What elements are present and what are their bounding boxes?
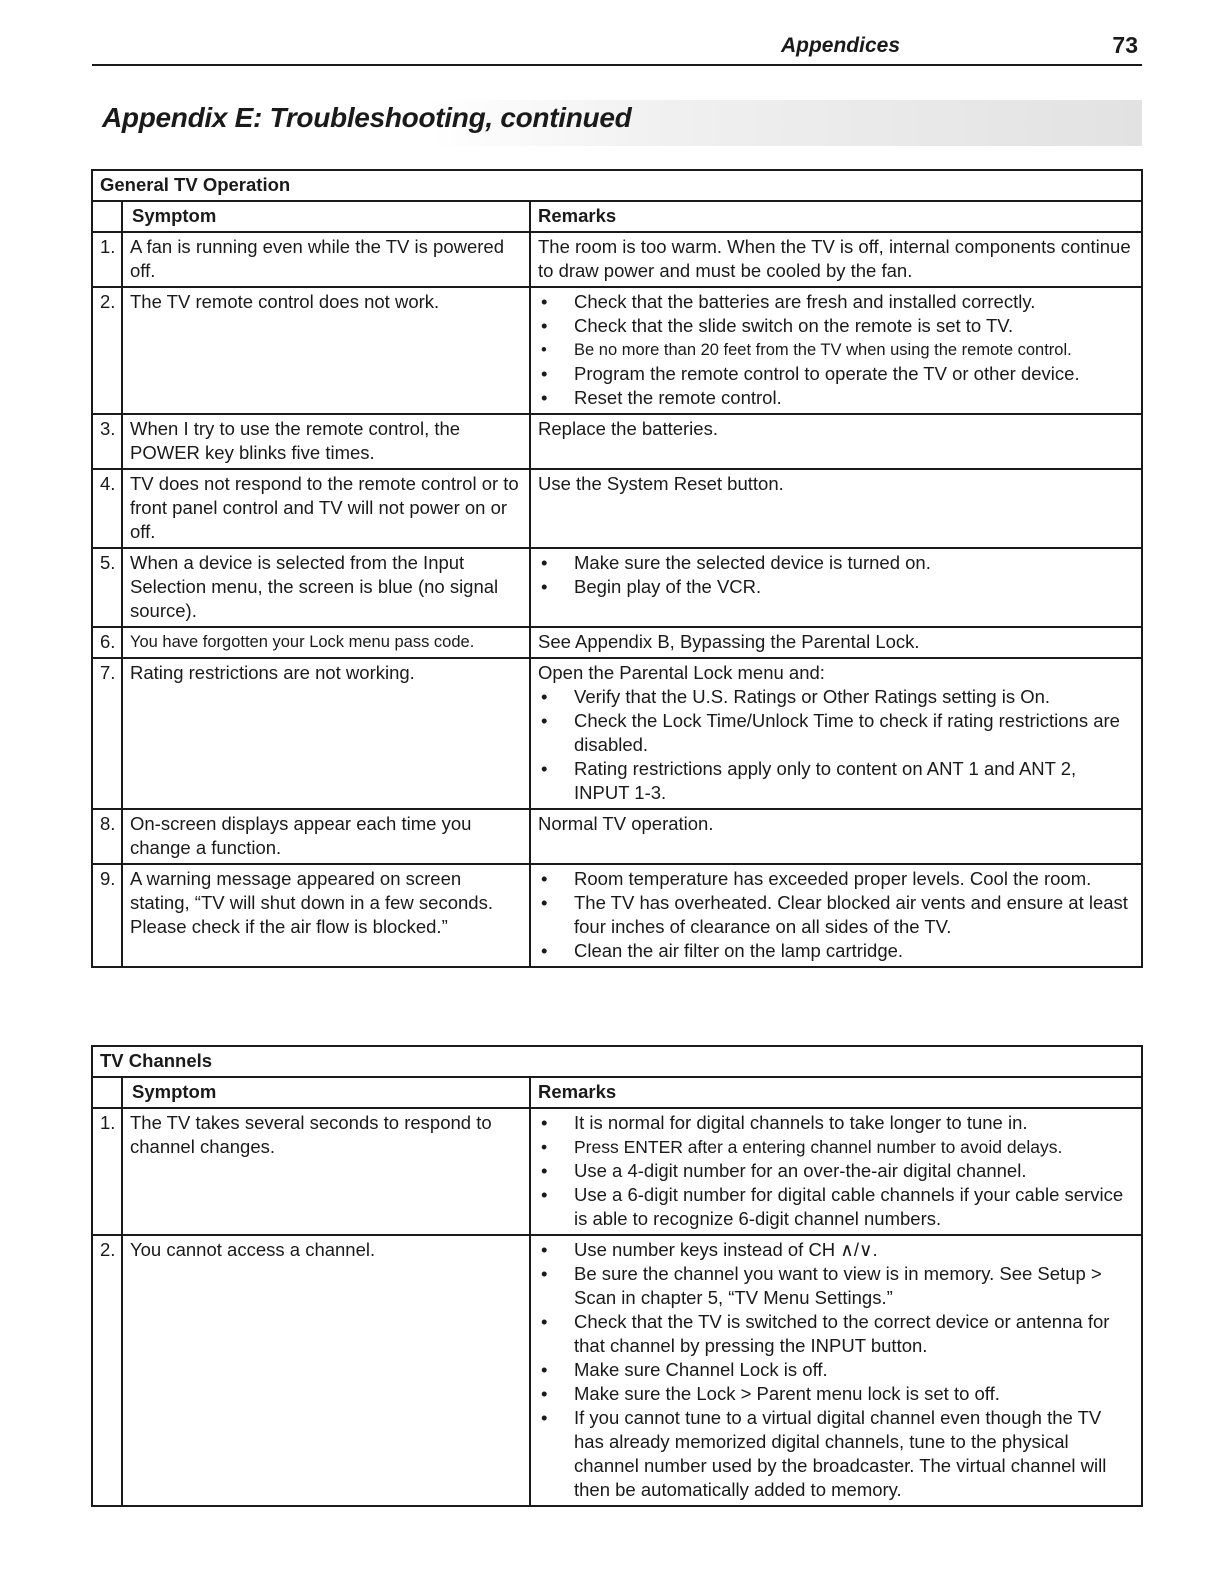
row-number: 2.	[92, 1235, 122, 1506]
table-row	[92, 232, 1142, 287]
remarks-column-header: Remarks	[530, 201, 1142, 232]
symptom-cell: The TV takes several seconds to respond to channel changes.	[122, 1108, 530, 1235]
row-number: 7.	[92, 658, 122, 809]
remark-cell: Use the System Reset button.	[530, 469, 1142, 548]
remark-cell	[530, 548, 1142, 627]
symptom-cell: When I try to use the remote control, the POWER key blinks five times.	[122, 414, 530, 469]
list-item: • Press ENTER after a entering channel number to avoid delays.	[538, 1135, 1135, 1159]
symptom-column-header: Symptom	[122, 1077, 530, 1108]
table-heading: TV Channels	[92, 1046, 1142, 1077]
appendix-title-banner	[92, 100, 1142, 146]
list-item: • Make sure Channel Lock is off.	[538, 1358, 1135, 1382]
table-row	[92, 548, 1142, 627]
table-row	[92, 469, 1142, 548]
section-name: Appendices	[780, 34, 900, 57]
remark-cell	[530, 658, 1142, 809]
appendix-title: Appendix E: Troubleshooting, continued	[102, 102, 632, 133]
list-item: • Use number keys instead of CH ∧/∨.	[538, 1238, 1135, 1262]
row-number: 1.	[92, 1108, 122, 1235]
row-number: 9.	[92, 864, 122, 967]
remark-cell: See Appendix B, Bypassing the Parental Lock.	[530, 627, 1142, 658]
remark-cell: The room is too warm. When the TV is off, internal components continue to draw power and must be cooled by the fan.	[530, 232, 1142, 287]
symptom-cell: You have forgotten your Lock menu pass code.	[122, 627, 530, 658]
running-header	[92, 30, 1142, 66]
list-item: • Make sure the Lock > Parent menu lock is set to off.	[538, 1382, 1135, 1406]
list-item: • The TV has overheated. Clear blocked air vents and ensure at least four inches of clearance on all sides of the TV.	[538, 891, 1135, 939]
table-row	[92, 1108, 1142, 1235]
list-item: • Program the remote control to operate the TV or other device.	[538, 362, 1135, 386]
table-row	[92, 414, 1142, 469]
row-number: 1.	[92, 232, 122, 287]
list-item: • Use a 6-digit number for digital cable channels if your cable service is able to recognize 6-digit channel numbers.	[538, 1183, 1135, 1231]
row-number: 6.	[92, 627, 122, 658]
remark-cell	[530, 1235, 1142, 1506]
list-item: • Verify that the U.S. Ratings or Other Ratings setting is On.	[538, 685, 1135, 709]
symptom-cell: The TV remote control does not work.	[122, 287, 530, 414]
list-item: • It is normal for digital channels to take longer to tune in.	[538, 1111, 1135, 1135]
list-item: • Room temperature has exceeded proper levels. Cool the room.	[538, 867, 1135, 891]
page-number: 73	[1112, 32, 1138, 58]
table-row	[92, 627, 1142, 658]
symptom-column-header: Symptom	[122, 201, 530, 232]
list-item: • Begin play of the VCR.	[538, 575, 1135, 599]
remark-cell	[530, 1108, 1142, 1235]
symptom-cell: When a device is selected from the Input Selection menu, the screen is blue (no signal source).	[122, 548, 530, 627]
row-number: 3.	[92, 414, 122, 469]
list-item: • Make sure the selected device is turned on.	[538, 551, 1135, 575]
list-item: • Check that the slide switch on the remote is set to TV.	[538, 314, 1135, 338]
number-column-header	[92, 201, 122, 232]
symptom-cell: On-screen displays appear each time you change a function.	[122, 809, 530, 864]
list-item: • Check that the TV is switched to the correct device or antenna for that channel by pressing the INPUT button.	[538, 1310, 1135, 1358]
general-tv-operation-table	[91, 169, 1143, 968]
row-number: 4.	[92, 469, 122, 548]
symptom-cell: A fan is running even while the TV is powered off.	[122, 232, 530, 287]
remark-cell	[530, 864, 1142, 967]
list-item: • Be no more than 20 feet from the TV when using the remote control.	[538, 338, 1135, 362]
table-row	[92, 809, 1142, 864]
remark-cell: Normal TV operation.	[530, 809, 1142, 864]
table-heading: General TV Operation	[92, 170, 1142, 201]
row-number: 5.	[92, 548, 122, 627]
number-column-header	[92, 1077, 122, 1108]
list-item: • Reset the remote control.	[538, 386, 1135, 410]
list-item: • Rating restrictions apply only to content on ANT 1 and ANT 2, INPUT 1-3.	[538, 757, 1135, 805]
list-item: • Clean the air filter on the lamp cartridge.	[538, 939, 1135, 963]
table-row	[92, 1235, 1142, 1506]
remark-cell: Replace the batteries.	[530, 414, 1142, 469]
table-row	[92, 287, 1142, 414]
list-item: • Be sure the channel you want to view is in memory. See Setup > Scan in chapter 5, “TV Menu Settings.”	[538, 1262, 1135, 1310]
row-number: 2.	[92, 287, 122, 414]
table-row	[92, 658, 1142, 809]
tv-channels-table	[91, 1045, 1143, 1507]
row-number: 8.	[92, 809, 122, 864]
symptom-cell: TV does not respond to the remote control or to front panel control and TV will not power on or off.	[122, 469, 530, 548]
list-item: • Check the Lock Time/Unlock Time to check if rating restrictions are disabled.	[538, 709, 1135, 757]
table-row	[92, 864, 1142, 967]
list-item: • Use a 4-digit number for an over-the-air digital channel.	[538, 1159, 1135, 1183]
symptom-cell: You cannot access a channel.	[122, 1235, 530, 1506]
remark-intro: Open the Parental Lock menu and:	[538, 662, 825, 683]
remarks-column-header: Remarks	[530, 1077, 1142, 1108]
symptom-cell: A warning message appeared on screen stating, “TV will shut down in a few seconds. Please check if the air flow is blocked.”	[122, 864, 530, 967]
remark-cell	[530, 287, 1142, 414]
symptom-cell: Rating restrictions are not working.	[122, 658, 530, 809]
list-item: • If you cannot tune to a virtual digital channel even though the TV has already memorized digital channels, tune to the physical channel number used by the broadcaster. The virtual channel will then be automatically added to memory.	[538, 1406, 1135, 1502]
list-item: • Check that the batteries are fresh and installed correctly.	[538, 290, 1135, 314]
